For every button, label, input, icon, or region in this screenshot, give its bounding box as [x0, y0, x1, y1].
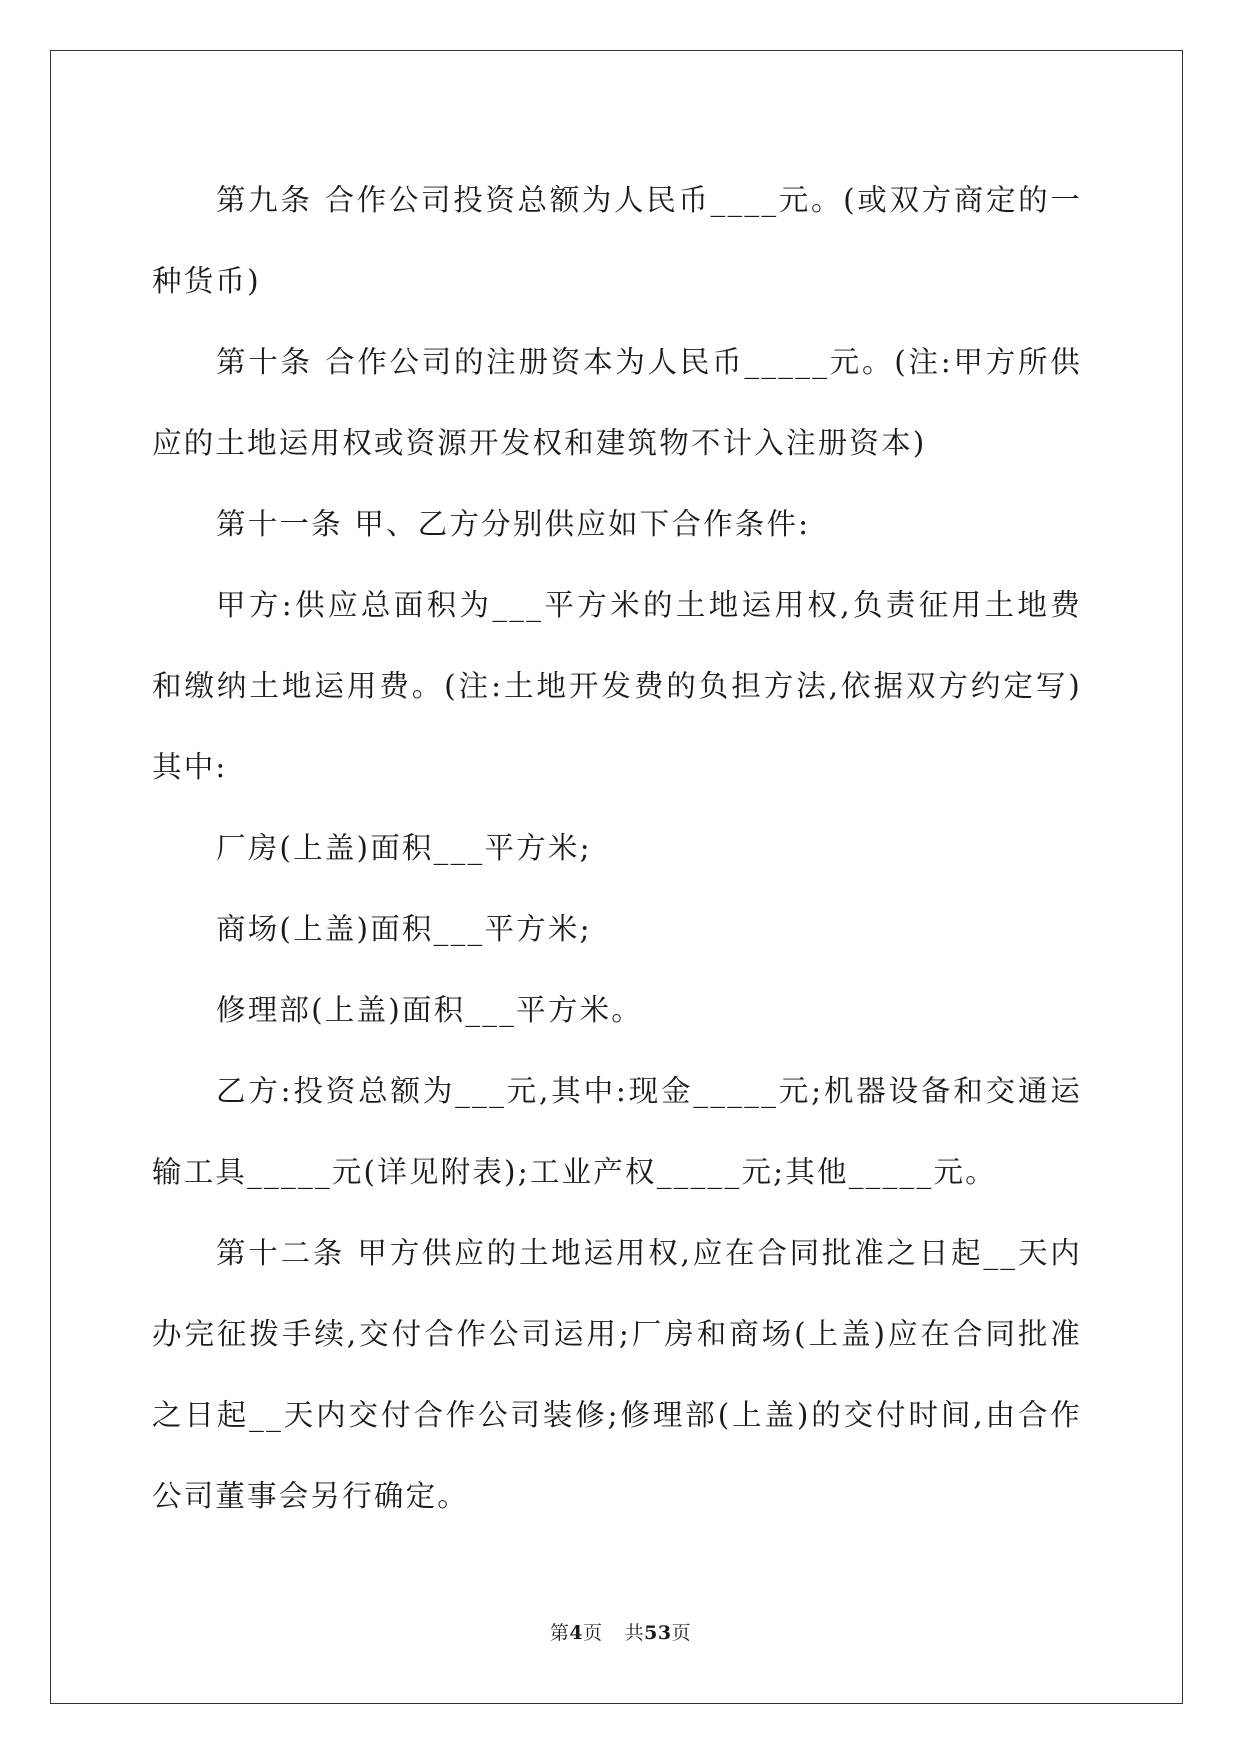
page-footer — [0, 1618, 1241, 1645]
page-prefix: 第 — [549, 1622, 570, 1644]
total-suffix: 页 — [671, 1622, 692, 1644]
paragraph-party-b: 乙方:投资总额为___元,其中:现金_____元;机器设备和交通运输工具_____元(详见附表);工业产权_____元;其他_____元。 — [152, 1074, 1082, 1189]
paragraph-article-12: 第十二条 甲方供应的土地运用权,应在合同批准之日起__天内办完征拨手续,交付合作公司运用;厂房和商场(上盖)应在合同批准之日起__天内交付合作公司装修;修理部(上盖)的交付时间,由合作公司董事会另行确定。 — [152, 1236, 1082, 1513]
paragraph-article-9: 第九条 合作公司投资总额为人民币____元。(或双方商定的一种货币) — [152, 183, 1082, 298]
page-total: 53 — [644, 1622, 672, 1644]
paragraph-party-a: 甲方:供应总面积为___平方米的土地运用权,负责征用土地费和缴纳土地运用费。(注:土地开发费的负担方法,依据双方约定写)其中: — [152, 588, 1082, 784]
paragraph-article-11: 第十一条 甲、乙方分别供应如下合作条件: — [216, 507, 811, 541]
paragraph-factory-area: 厂房(上盖)面积___平方米; — [216, 831, 592, 865]
total-prefix: 共 — [624, 1622, 645, 1644]
document-body — [152, 160, 1082, 1537]
page-suffix: 页 — [583, 1622, 603, 1644]
paragraph-repair-area: 修理部(上盖)面积___平方米。 — [216, 993, 643, 1027]
paragraph-article-10: 第十条 合作公司的注册资本为人民币_____元。(注:甲方所供应的土地运用权或资源开发权和建筑物不计入注册资本) — [152, 345, 1082, 460]
page-number: 4 — [569, 1622, 584, 1644]
paragraph-mall-area: 商场(上盖)面积___平方米; — [216, 912, 592, 946]
